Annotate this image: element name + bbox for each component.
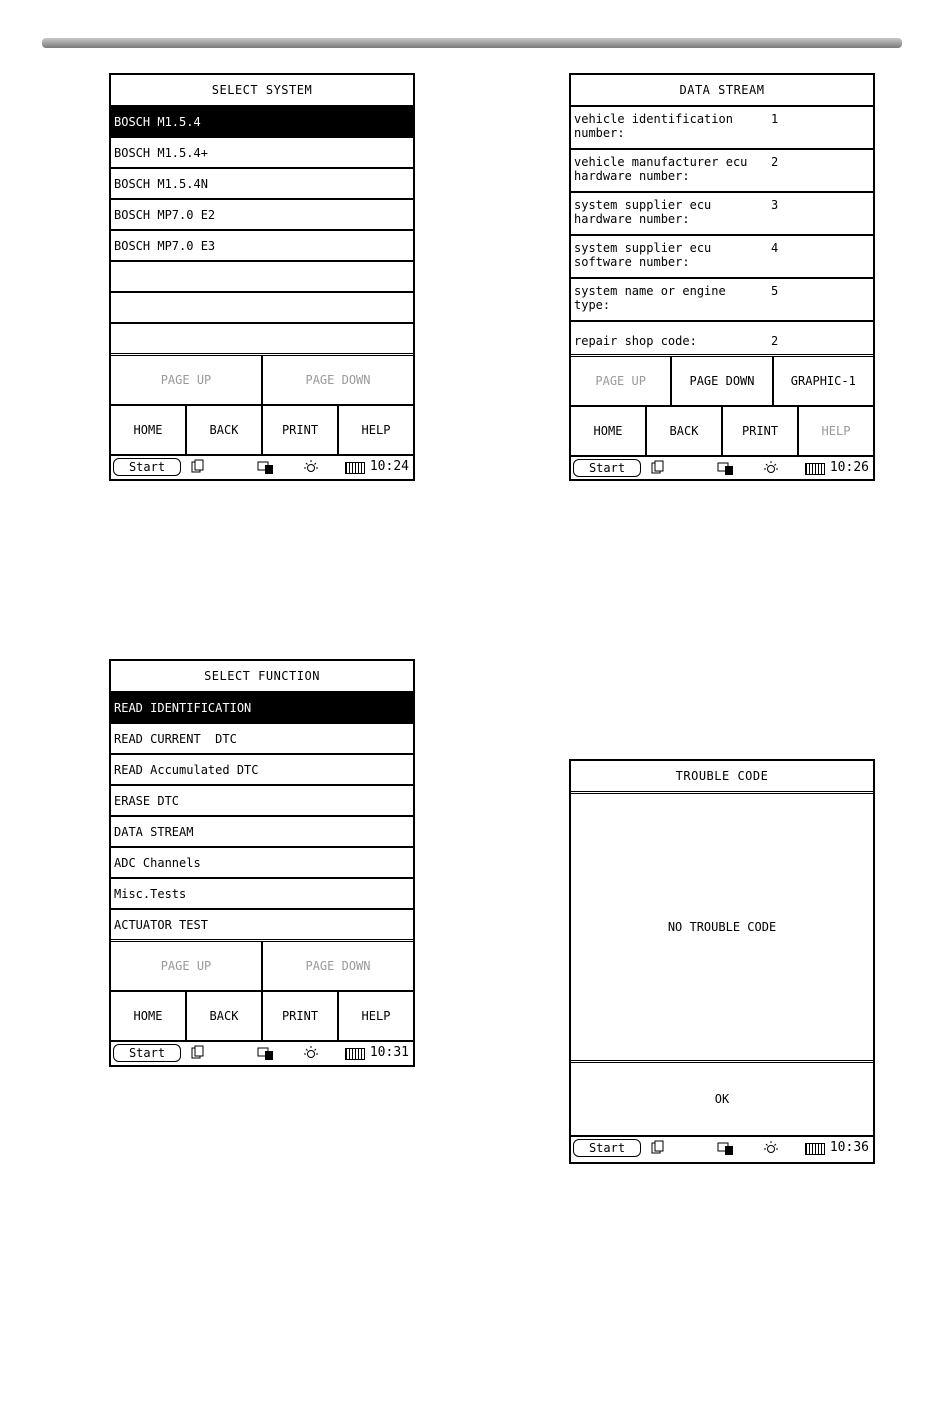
screen-title: SELECT SYSTEM [111,75,413,107]
data-label: vehicle manufacturer ecu hardware number: [574,155,748,183]
nav-buttons [111,406,413,456]
taskbar [111,456,413,478]
back-button[interactable]: BACK [647,407,723,455]
message-area [571,794,873,1063]
data-value: 3 [771,198,779,212]
help-button[interactable]: HELP [361,1009,391,1023]
trouble-code-message: NO TROUBLE CODE [667,920,777,934]
data-label: system supplier ecu software number: [574,241,712,269]
taskbar [571,1137,873,1159]
data-value: 2 [771,155,779,169]
data-row [571,236,873,279]
help-button[interactable]: HELP [821,424,851,438]
list-item[interactable]: BOSCH MP7.0 E2 [111,200,413,231]
data-stream-screen [569,73,875,481]
print-button[interactable]: PRINT [263,992,339,1040]
connection-icon[interactable] [257,459,275,475]
list-item[interactable] [111,324,413,356]
brightness-icon[interactable] [763,1140,779,1156]
home-button[interactable]: HOME [571,407,647,455]
data-row [571,322,873,357]
start-button[interactable]: Start [573,459,641,477]
clock: 10:36 [829,1140,869,1155]
list-item[interactable]: READ IDENTIFICATION [111,693,413,724]
header-bar [42,38,902,48]
back-button[interactable]: BACK [187,992,263,1040]
screen-title: SELECT FUNCTION [111,661,413,693]
back-button[interactable]: BACK [187,406,263,454]
list-item[interactable]: DATA STREAM [111,817,413,848]
list-item[interactable]: BOSCH M1.5.4N [111,169,413,200]
start-button[interactable]: Start [573,1139,641,1157]
windows-icon[interactable] [651,1140,665,1154]
page-down-button[interactable]: PAGE DOWN [305,373,371,387]
data-row [571,193,873,236]
start-button[interactable]: Start [113,1044,181,1062]
connection-icon[interactable] [257,1045,275,1061]
print-button[interactable]: PRINT [263,406,339,454]
list-item[interactable] [111,262,413,293]
home-button[interactable]: HOME [111,992,187,1040]
page-down-button[interactable]: PAGE DOWN [305,959,371,973]
clock: 10:31 [369,1045,409,1060]
list-item[interactable]: BOSCH MP7.0 E3 [111,231,413,262]
keyboard-icon[interactable] [805,463,825,475]
print-button[interactable]: PRINT [723,407,799,455]
screen-title: DATA STREAM [571,75,873,107]
page-up-button[interactable]: PAGE UP [571,357,672,405]
data-value: 1 [771,112,779,126]
list-item[interactable]: BOSCH M1.5.4+ [111,138,413,169]
data-value: 4 [771,241,779,255]
taskbar [111,1042,413,1064]
windows-icon[interactable] [191,1045,205,1059]
list-item[interactable] [111,293,413,324]
keyboard-icon[interactable] [345,462,365,474]
page-buttons [111,942,413,992]
list-item[interactable]: READ Accumulated DTC [111,755,413,786]
data-label: system supplier ecu hardware number: [574,198,712,226]
page-buttons [571,357,873,407]
select-function-screen [109,659,415,1067]
connection-icon[interactable] [717,1140,735,1156]
data-label: repair shop code: [574,334,697,348]
windows-icon[interactable] [651,460,665,474]
list-item[interactable]: ADC Channels [111,848,413,879]
help-button[interactable]: HELP [361,423,391,437]
data-label: system name or engine type: [574,284,726,312]
brightness-icon[interactable] [303,459,319,475]
data-row [571,279,873,322]
nav-buttons [111,992,413,1042]
select-system-screen [109,73,415,481]
keyboard-icon[interactable] [805,1143,825,1155]
data-value: 5 [771,284,779,298]
data-value: 2 [771,334,779,348]
list-item[interactable]: READ CURRENT DTC [111,724,413,755]
taskbar [571,457,873,479]
ok-button[interactable]: OK [571,1063,873,1137]
page-down-button[interactable]: PAGE DOWN [672,357,773,405]
clock: 10:26 [829,460,869,475]
clock: 10:24 [369,459,409,474]
page-up-button[interactable]: PAGE UP [111,356,263,404]
home-button[interactable]: HOME [111,406,187,454]
data-row [571,150,873,193]
windows-icon[interactable] [191,459,205,473]
trouble-code-screen [569,759,875,1164]
graphic-button[interactable]: GRAPHIC-1 [790,374,856,388]
list-item[interactable]: ERASE DTC [111,786,413,817]
brightness-icon[interactable] [763,460,779,476]
page-buttons [111,356,413,406]
connection-icon[interactable] [717,460,735,476]
data-label: vehicle identification number: [574,112,733,140]
brightness-icon[interactable] [303,1045,319,1061]
screen-title: TROUBLE CODE [571,761,873,794]
start-button[interactable]: Start [113,458,181,476]
list-item[interactable]: BOSCH M1.5.4 [111,107,413,138]
list-item[interactable]: Misc.Tests [111,879,413,910]
data-row [571,107,873,150]
page-up-button[interactable]: PAGE UP [111,942,263,990]
nav-buttons [571,407,873,457]
keyboard-icon[interactable] [345,1048,365,1060]
list-item[interactable]: ACTUATOR TEST [111,910,413,942]
